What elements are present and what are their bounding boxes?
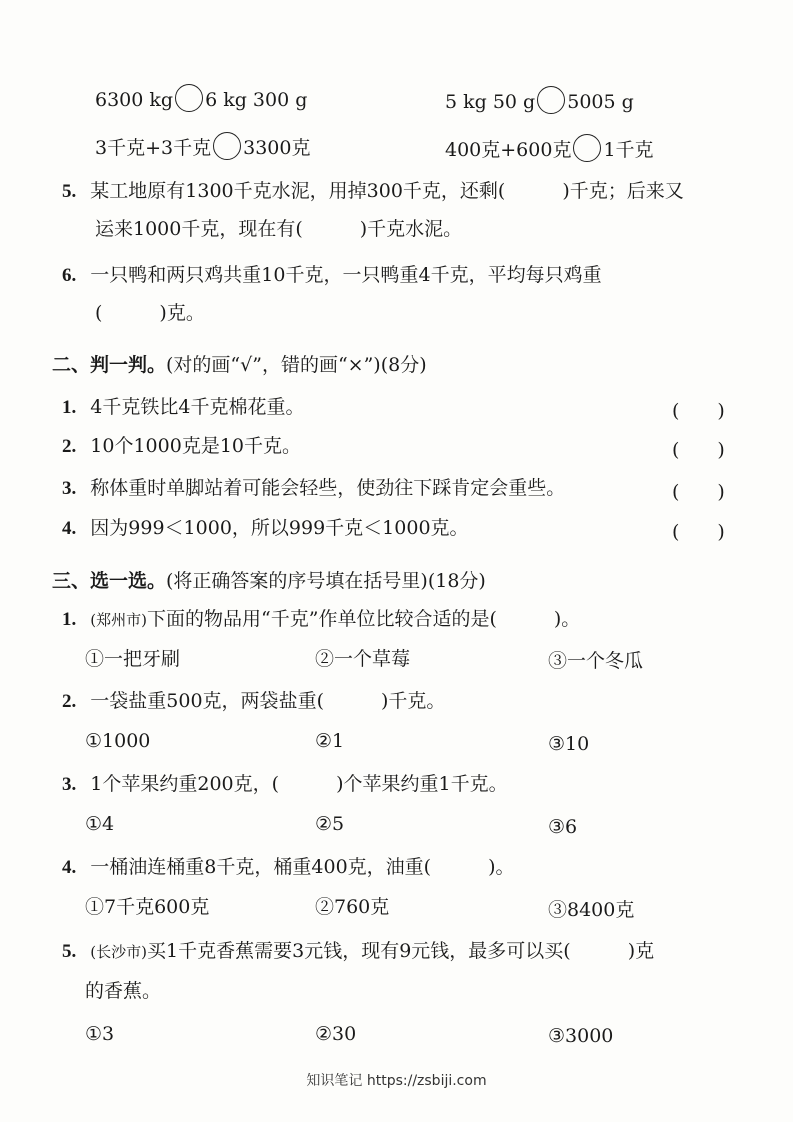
option-2[interactable]: ②5 — [315, 813, 345, 835]
option-3[interactable]: ③6 — [548, 816, 578, 838]
choice-q3 — [62, 773, 508, 797]
choice-q5 — [62, 940, 654, 964]
question-text: 4千克铁比4千克棉花重。 — [90, 396, 305, 418]
section-instruction: (对的画“√”，错的画“×”)(8分) — [166, 354, 427, 376]
question-text: 下面的物品用“千克”作单位比较合适的是( )。 — [147, 608, 581, 630]
section-2-heading — [52, 350, 427, 377]
compare-expr: 5 kg 50 g — [445, 91, 536, 113]
question-text: 某工地原有1300千克水泥，用掉300千克，还剩( )千克；后来又 — [90, 180, 684, 202]
option-1[interactable]: ①7千克600克 — [85, 896, 210, 918]
compare-expr: 400克+600克 — [445, 139, 572, 161]
option-1[interactable]: ①3 — [85, 1023, 115, 1045]
option-1[interactable]: ①4 — [85, 813, 115, 835]
section-3-heading — [52, 566, 486, 593]
question-text: 10个1000克是10千克。 — [90, 435, 302, 457]
section-title: 二、判一判。 — [52, 354, 167, 376]
region-tag: (长沙市) — [90, 943, 148, 961]
question-text: 1个苹果约重200克，( )个苹果约重1千克。 — [90, 773, 508, 795]
compare-expr: 3千克+3千克 — [95, 137, 212, 159]
question-number: 6. — [62, 265, 77, 286]
option-3[interactable]: ③8400克 — [548, 899, 635, 921]
question-number: 4. — [62, 857, 77, 878]
question-number: 1. — [62, 397, 77, 418]
question-text: 一袋盐重500克，两袋盐重( )千克。 — [90, 690, 446, 712]
question-number: 1. — [62, 609, 77, 630]
compare-expr: 6 kg 300 g — [205, 89, 308, 111]
fill-q6-line2 — [95, 302, 205, 325]
judge-item-1 — [62, 396, 304, 420]
choice-q4 — [62, 856, 514, 880]
section-title: 三、选一选。 — [52, 570, 167, 592]
question-text: ( )克。 — [95, 302, 205, 324]
choice-q1 — [62, 608, 580, 632]
question-text: 因为999＜1000，所以999千克＜1000克。 — [90, 517, 469, 539]
option-1[interactable]: ①一把牙刷 — [85, 648, 181, 670]
compare-expr: 1千克 — [603, 139, 654, 161]
answer-paren[interactable]: ( ) — [672, 481, 725, 503]
fill-q6-line1 — [62, 264, 602, 288]
option-1[interactable]: ①1000 — [85, 730, 151, 752]
region-tag: (郑州市) — [90, 611, 148, 629]
compare-row-2-left — [95, 132, 310, 160]
compare-circle[interactable] — [573, 134, 601, 162]
question-text-cont: 的香蕉。 — [85, 980, 162, 1002]
answer-paren[interactable]: ( ) — [672, 439, 725, 461]
question-text: 一桶油连桶重8千克，桶重400克，油重( )。 — [90, 856, 515, 878]
question-number: 3. — [62, 774, 77, 795]
option-3[interactable]: ③10 — [548, 733, 590, 755]
compare-row-1-left — [95, 84, 307, 112]
compare-expr: 5005 g — [567, 91, 634, 113]
option-2[interactable]: ②760克 — [315, 896, 390, 918]
question-number: 2. — [62, 436, 77, 457]
compare-row-2-right — [445, 134, 654, 162]
question-number: 5. — [62, 181, 77, 202]
compare-expr: 3300克 — [243, 137, 311, 159]
compare-circle[interactable] — [537, 86, 565, 114]
question-text: 运来1000千克，现在有( )千克水泥。 — [95, 218, 463, 240]
option-3[interactable]: ③3000 — [548, 1025, 614, 1047]
question-number: 2. — [62, 691, 77, 712]
fill-q5-line1 — [62, 180, 684, 204]
judge-item-3 — [62, 477, 565, 501]
question-number: 5. — [62, 941, 77, 962]
answer-paren[interactable]: ( ) — [672, 400, 725, 422]
judge-item-4 — [62, 517, 469, 541]
section-instruction: (将正确答案的序号填在括号里)(18分) — [166, 570, 486, 592]
choice-q2 — [62, 690, 445, 714]
compare-row-1-right — [445, 86, 634, 114]
fill-q5-line2 — [95, 218, 462, 241]
question-text: 一只鸭和两只鸡共重10千克，一只鸭重4千克，平均每只鸡重 — [90, 264, 602, 286]
compare-circle[interactable] — [213, 132, 241, 160]
option-2[interactable]: ②1 — [315, 730, 345, 752]
option-2[interactable]: ②一个草莓 — [315, 648, 411, 670]
compare-expr: 6300 kg — [95, 89, 174, 111]
question-number: 3. — [62, 478, 77, 499]
option-3[interactable]: ③一个冬瓜 — [548, 650, 644, 672]
question-number: 4. — [62, 518, 77, 539]
question-text: 称体重时单脚站着可能会轻些，使劲往下踩肯定会重些。 — [90, 477, 566, 499]
compare-circle[interactable] — [175, 84, 203, 112]
footer-watermark: 知识笔记 https://zsbiji.com — [306, 1073, 487, 1089]
judge-item-2 — [62, 435, 301, 459]
answer-paren[interactable]: ( ) — [672, 521, 725, 543]
question-text: 买1千克香蕉需要3元钱，现有9元钱，最多可以买( )克 — [147, 940, 655, 962]
option-2[interactable]: ②30 — [315, 1023, 357, 1045]
